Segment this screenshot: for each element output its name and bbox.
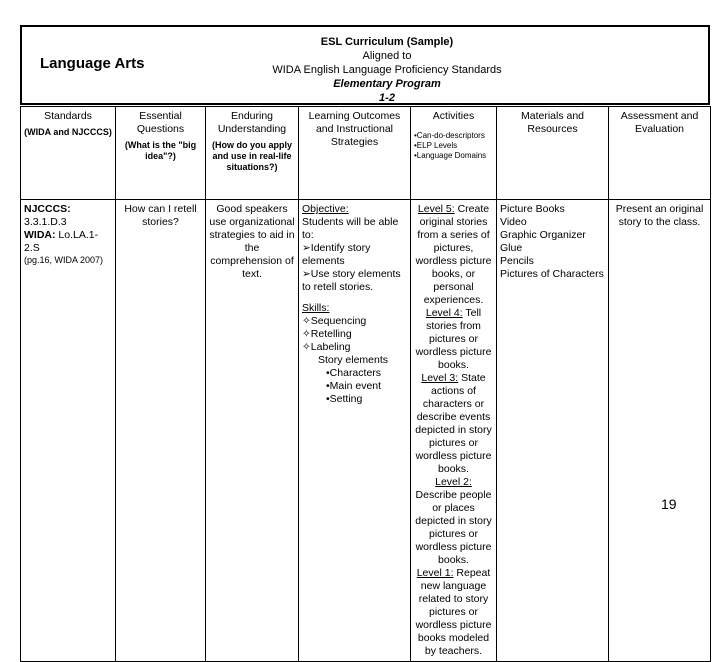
level-text: Describe people or places depicted in story pictures or wordless picture books. (415, 489, 492, 566)
activities-item: •ELP Levels (414, 140, 458, 150)
level-label: Level 5: (417, 203, 455, 215)
objective-item: ➢Identify story elements (302, 242, 371, 267)
curriculum-table (20, 106, 711, 662)
activities-heading: Activities (432, 110, 475, 122)
header-line2: Aligned to (362, 50, 412, 62)
story-elements-label: Story elements (318, 354, 389, 366)
header-center (227, 35, 547, 105)
wida-value: Lo.LA.1-2.S (24, 229, 99, 254)
question-cell: How can I retell stories? (116, 200, 206, 662)
questions-subheading: (What is the "big idea"?) (124, 140, 197, 161)
col-questions (116, 107, 206, 200)
material-item: Picture Books (500, 203, 565, 215)
njcccs-value: 3.3.1.D.3 (24, 216, 67, 228)
activities-cell (411, 200, 497, 662)
assessment-cell: Present an original story to the class. (609, 200, 711, 662)
assessment-heading: Assessment and Evaluation (620, 110, 699, 135)
level-label: Level 1: (416, 567, 454, 579)
curriculum-title: ESL Curriculum (Sample) (320, 36, 454, 48)
understanding-cell: Good speakers use organizational strategies to aid in the comprehension of text. (206, 200, 299, 662)
standards-subheading: (WIDA and NJCCCS) (24, 127, 112, 137)
questions-heading: Essential Questions (136, 110, 185, 135)
material-item: Glue (500, 242, 523, 254)
material-item: Pictures of Characters (500, 268, 604, 280)
materials-heading: Materials and Resources (520, 110, 585, 135)
standards-cell (21, 200, 116, 662)
col-outcomes (299, 107, 411, 200)
level-4 (414, 307, 493, 372)
wida-label: WIDA: (24, 229, 56, 241)
standards-reference: (pg.16, WIDA 2007) (24, 255, 104, 265)
objective-item: ➢Use story elements to retell stories. (302, 268, 401, 293)
material-item: Graphic Organizer (500, 229, 586, 241)
objective-label: Objective: (302, 203, 349, 215)
understanding-heading: Enduring Understanding (217, 110, 287, 135)
header-row (21, 107, 711, 200)
header-box (20, 25, 710, 105)
level-text: Create original stories from a series of pictures, wordless picture books, or personal experiences. (415, 203, 492, 306)
header-line3: WIDA English Language Proficiency Standards (272, 64, 502, 76)
activities-item: •Can-do-descriptors (414, 131, 485, 140)
subject-title: Language Arts (40, 55, 145, 72)
activities-sublist (414, 131, 493, 160)
material-item: Video (500, 216, 527, 228)
level-text: Tell stories from pictures or wordless picture books. (415, 307, 492, 371)
story-element-item: •Setting (326, 393, 363, 405)
outcomes-cell (299, 200, 411, 662)
skill-item: ✧Sequencing (302, 315, 367, 327)
level-label: Level 3: (421, 372, 459, 384)
program-label: Elementary Program (333, 78, 441, 90)
story-element-item: •Main event (326, 380, 382, 392)
col-understanding (206, 107, 299, 200)
objective-text: Students will be able to: (302, 216, 399, 241)
level-label: Level 2: (435, 476, 472, 488)
content-row (21, 200, 711, 662)
level-2 (414, 476, 493, 567)
grade-label: 1-2 (379, 92, 395, 104)
col-assessment (609, 107, 711, 200)
col-standards (21, 107, 116, 200)
outcomes-heading: Learning Outcomes and Instructional Strategies (308, 110, 401, 148)
level-3 (414, 372, 493, 476)
activities-item: •Language Domains (414, 150, 487, 160)
level-5 (414, 203, 493, 307)
materials-cell (497, 200, 609, 662)
level-label: Level 4: (425, 307, 463, 319)
skills-label: Skills: (302, 302, 330, 314)
col-activities (411, 107, 497, 200)
level-text: State actions of characters or describe events depicted in story pictures or wordless picture books. (415, 372, 492, 475)
skill-item: ✧Labeling (302, 341, 351, 353)
story-element-item: •Characters (326, 367, 382, 379)
material-item: Pencils (500, 255, 534, 267)
understanding-subheading: (How do you apply and use in real-life situations?) (212, 140, 292, 172)
level-text: Repeat new language related to story pictures or wordless picture books modeled by teachers. (415, 567, 492, 657)
njcccs-label: NJCCCS: (24, 203, 71, 215)
standards-heading: Standards (44, 110, 92, 122)
col-materials (497, 107, 609, 200)
level-1 (414, 567, 493, 658)
page-number: 19 (661, 496, 677, 512)
skill-item: ✧Retelling (302, 328, 352, 340)
